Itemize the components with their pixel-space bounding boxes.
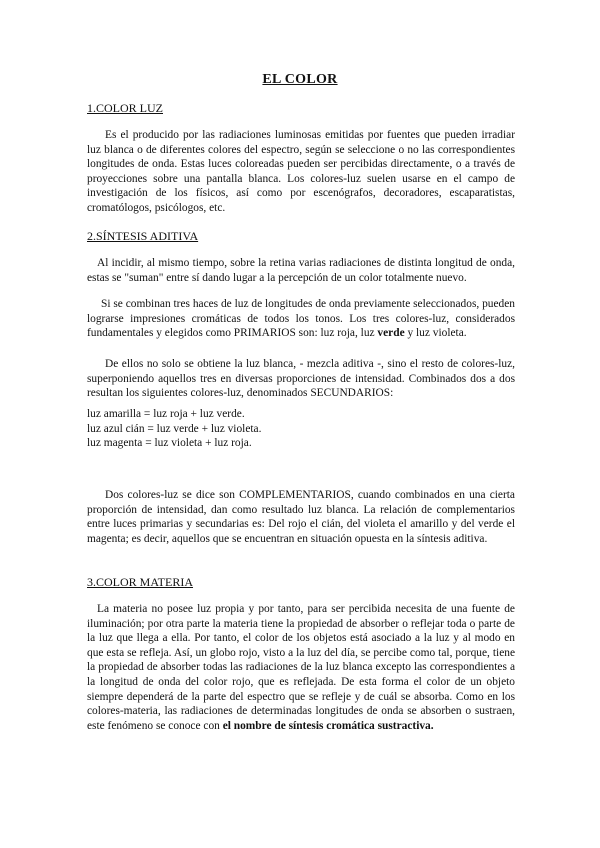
mix-line-amarilla: luz amarilla = luz roja + luz verde.: [87, 408, 245, 420]
paragraph-sintesis-intro: Al incidir, al mismo tiempo, sobre la retina varias radiaciones de distinta longitud de onda, estas se "suman" entre sí dando lugar a la percepción de un color totalmente nuevo.: [87, 257, 515, 284]
bold-sintesis-sustractiva: el nombre de síntesis cromática sustractiva.: [222, 719, 434, 732]
paragraph-primarios-end: y luz violeta.: [404, 327, 467, 340]
section-heading-sintesis-aditiva: 2.SÍNTESIS ADITIVA: [87, 229, 199, 243]
bold-verde: verde: [377, 327, 405, 340]
paragraph-color-luz: Es el producido por las radiaciones luminosas emitidas por fuentes que pueden irradiar luz blanca o de diferentes colores del espectro, según se seleccione o no las correspondientes longitudes de onda. Estas luces coloreadas pueden ser percibidas directamente, o a través de proyecciones sobre una pantalla blanca. Los colores-luz suelen usarse en el campo de investigación de los físicos, así como por escenógrafos, decoradores, escaparatistas, cromatólogos, psicólogos, etc.: [87, 129, 515, 214]
page-title: EL COLOR: [262, 72, 338, 87]
paragraph-primarios-text: Si se combinan tres haces de luz de longitudes de onda previamente seleccionados, pueden lograrse impresiones cromáticas de todos los tonos. Los tres colores-luz, considerados fundamentales y elegidos como PRIMARIOS son: luz roja, luz: [87, 298, 515, 340]
paragraph-complementarios: Dos colores-luz se dice son COMPLEMENTARIOS, cuando combinados en una cierta proporción de intensidad, dan como resultado luz blanca. La relación de complementarios entre luces primarias y secundarias es: Del rojo el cián, del violeta el amarillo y del verde el magenta; es decir, aquellos que se encuentran en situación opuesta en la síntesis aditiva.: [87, 489, 515, 545]
section-heading-color-luz: 1.COLOR LUZ: [87, 101, 163, 115]
paragraph-color-materia-text: La materia no posee luz propia y por tanto, para ser percibida necesita de una fuente de iluminación; por otra parte la materia tiene la propiedad de absorber o reflejar toda o parte de la luz que llega a ella. Por tanto, el color de los objetos está asociado a la luz y al modo en que esta se refleja. Así, un globo rojo, visto a la luz del día, se percibe como tal, porque, tiene la propiedad de absorber todas las radiaciones de la luz blanca excepto las correspondientes a la longitud de onda del color rojo, que es reflejada. De esta forma el color de un objeto siempre dependerá de la parte del espectro que se refleje y de cuál se absorba. Como en los colores-materia, las radiaciones de determinadas longitudes de onda se absorben o sustraen, este fenómeno se conoce con: [87, 603, 515, 732]
paragraph-secundarios: De ellos no solo se obtiene la luz blanca, - mezcla aditiva -, sino el resto de colores-luz, superponiendo aquellos tres en diversas proporciones de intensidad. Combinados dos a dos resultan los siguientes colores-luz, denominados SECUNDARIOS:: [87, 358, 515, 400]
paragraph-color-materia: [87, 602, 515, 733]
mix-line-cian: luz azul cián = luz verde + luz violeta.: [87, 422, 262, 435]
secondary-mixes-list: [87, 407, 515, 451]
section-heading-color-materia: 3.COLOR MATERIA: [87, 575, 194, 589]
paragraph-primarios: [87, 297, 515, 341]
mix-line-magenta: luz magenta = luz violeta + luz roja.: [87, 437, 252, 450]
